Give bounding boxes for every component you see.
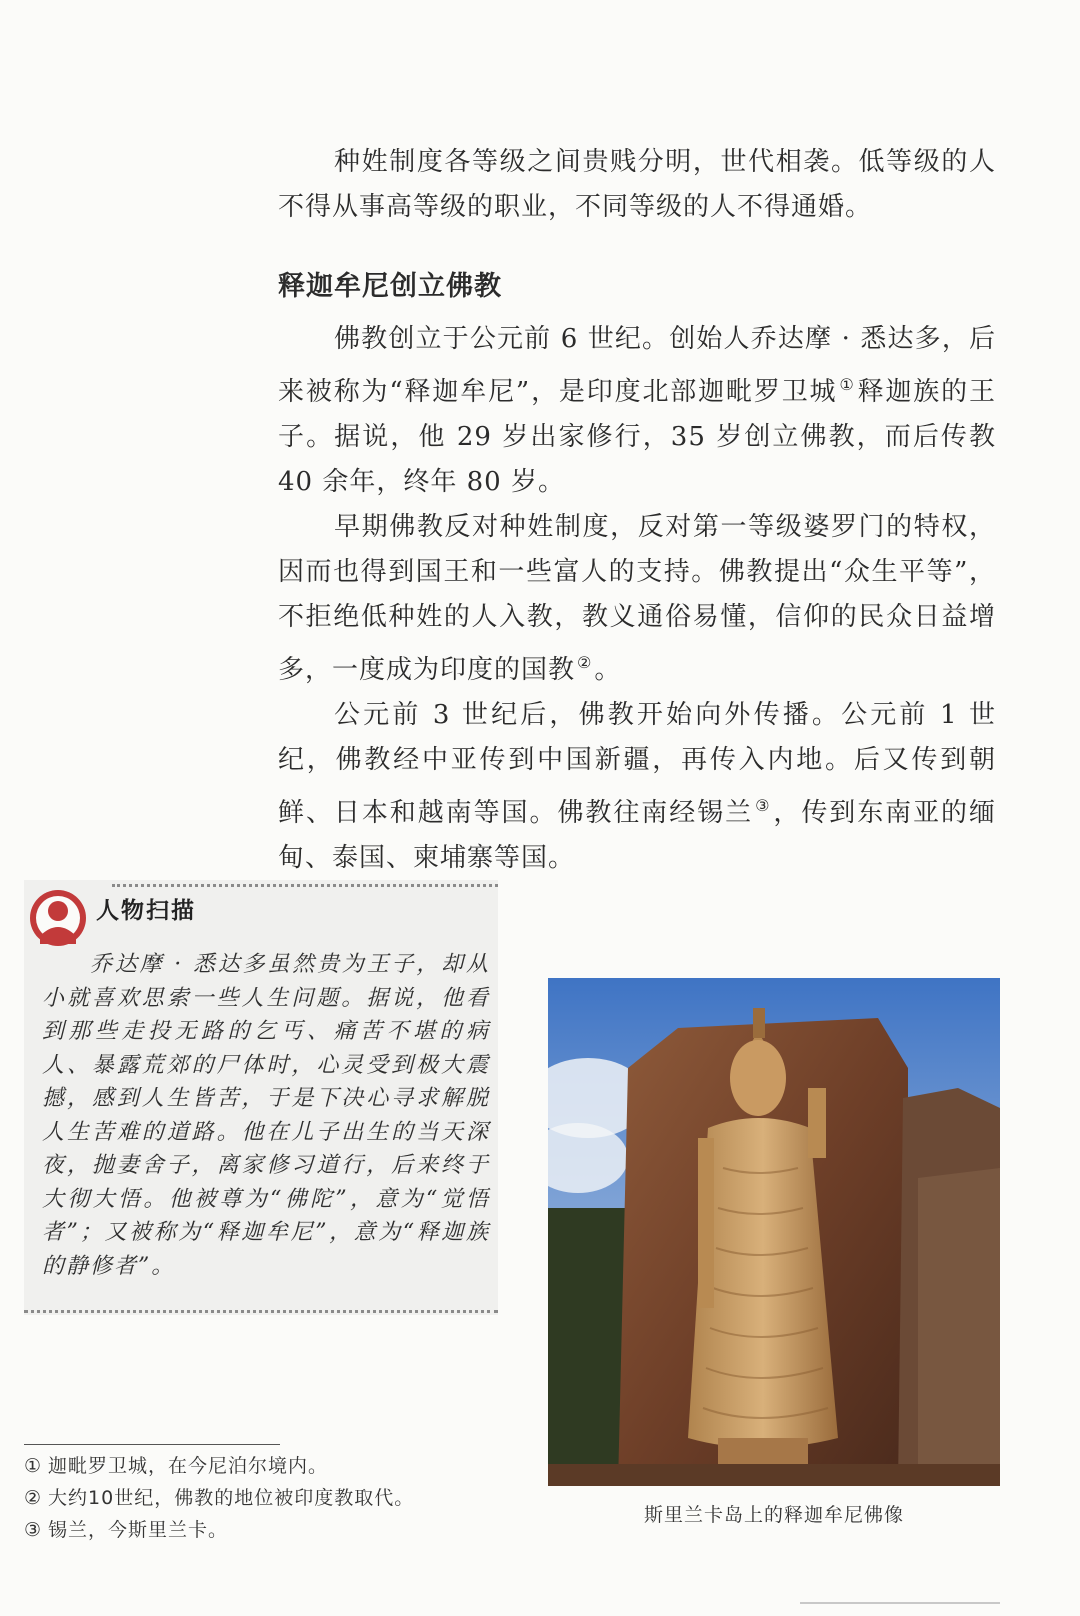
intro-paragraph: 种姓制度各等级之间贵贱分明，世代相袭。低等级的人不得从事高等级的职业，不同等级的人不得通婚。 <box>278 147 996 222</box>
footnote-2-number: ② <box>24 1487 43 1509</box>
footnote-divider <box>24 1444 280 1445</box>
paragraph-1-text-a: 佛教创立于公元前 6 世纪。创始人乔达摩 · 悉达多，后来被称为“释迦牟尼”，是印度北部迦毗罗卫城 <box>278 324 996 407</box>
paragraph-3 <box>278 693 996 881</box>
footnote-3 <box>24 1514 524 1546</box>
person-icon <box>28 888 88 948</box>
footnote-3-text: 锡兰，今斯里兰卡。 <box>48 1519 229 1541</box>
buddha-statue-photo <box>548 978 1000 1486</box>
paragraph-1-text-b: 释迦族的王子。据说，他 29 岁出家修行，35 岁创立佛教，而后传教 40 余年，终年 80 岁。 <box>278 377 997 497</box>
paragraph-2-text-a: 早期佛教反对种姓制度，反对第一等级婆罗门的特权，因而也得到国王和一些富人的支持。佛教提出“众生平等”，不拒绝低种姓的人入教，教义通俗易懂，信仰的民众日益增多，一度成为印度的国教 <box>278 512 996 685</box>
footnote-1 <box>24 1450 524 1482</box>
footnote-ref-2[interactable]: ② <box>577 653 593 672</box>
section-heading: 释迦牟尼创立佛教 <box>278 271 502 302</box>
figure-caption: 斯里兰卡岛上的释迦牟尼佛像 <box>643 1504 904 1526</box>
sidebar-title: 人物扫描 <box>96 898 196 924</box>
sidebar-top-divider <box>112 884 498 887</box>
footnotes <box>24 1450 524 1546</box>
footnote-1-number: ① <box>24 1455 43 1477</box>
sidebar-bottom-divider <box>24 1310 498 1313</box>
paragraph-3-text-a: 公元前 3 世纪后，佛教开始向外传播。公元前 1 世纪，佛教经中亚传到中国新疆，再传入内地。后又传到朝鲜、日本和越南等国。佛教往南经锡兰 <box>278 700 996 828</box>
footnote-ref-3[interactable]: ③ <box>755 796 772 815</box>
footnote-2-text: 大约10世纪，佛教的地位被印度教取代。 <box>48 1487 415 1509</box>
paragraph-3-text-b: ，传到东南亚的缅甸、泰国、柬埔寨等国。 <box>278 798 996 873</box>
sidebar-box <box>24 880 498 1315</box>
paragraph-1 <box>278 317 996 505</box>
paragraph-2-text-b: 。 <box>594 655 622 685</box>
footnote-3-number: ③ <box>24 1519 43 1541</box>
paragraph-2 <box>278 505 996 693</box>
main-text <box>278 140 996 881</box>
sidebar-text: 乔达摩 · 悉达多虽然贵为王子，却从小就喜欢思索一些人生问题。据说，他看到那些走投无路的乞丐、痛苦不堪的病人、暴露荒郊的尸体时，心灵受到极大震撼，感到人生皆苦，于是下决心寻求解脱人生苦难的道路。他在儿子出生的当天深夜，抛妻舍子，离家修习道行，后来终于大彻大悟。他被尊为“佛陀”，意为“觉悟者”；又被称为“释迦牟尼”，意为“释迦族的静修者”。 <box>42 952 490 1279</box>
footnote-ref-1[interactable]: ① <box>839 375 856 394</box>
buddha-statue-image <box>548 978 1000 1486</box>
footnote-1-text: 迦毗罗卫城，在今尼泊尔境内。 <box>48 1455 329 1477</box>
footnote-2 <box>24 1482 524 1514</box>
